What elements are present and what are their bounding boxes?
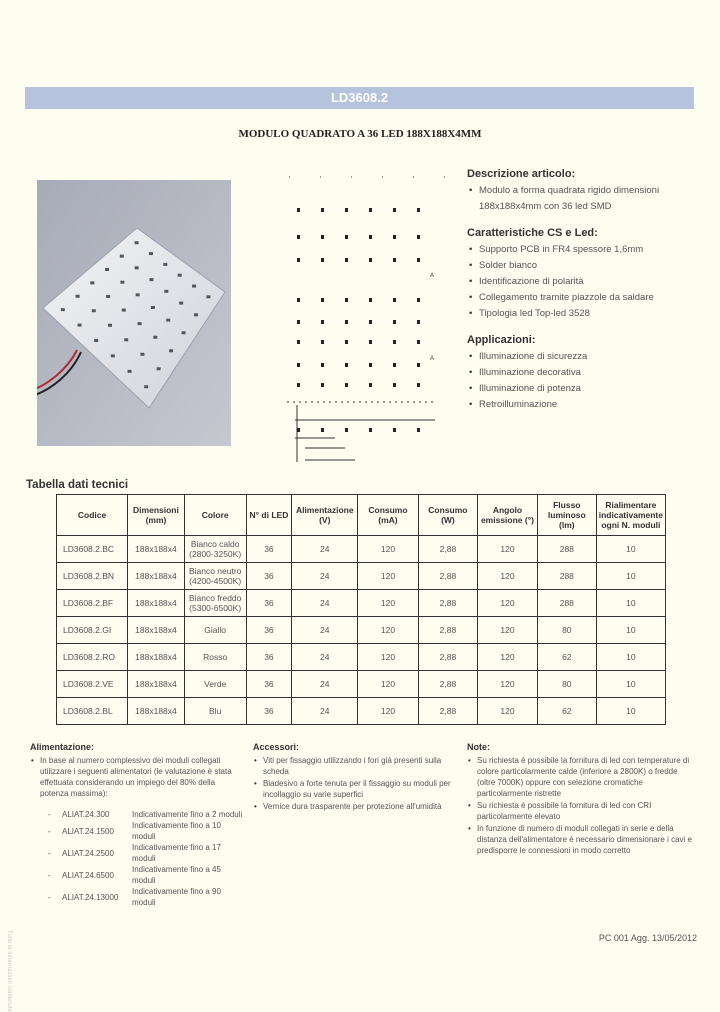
drawing-mark <box>393 235 396 239</box>
drawing-mark <box>417 320 420 324</box>
table-row <box>57 536 666 563</box>
led-mark <box>166 319 170 322</box>
col-header: Angolo emissione (°) <box>478 495 538 536</box>
drawing-mark <box>297 340 300 344</box>
table-cell: 10 <box>596 671 665 698</box>
table-cell: 120 <box>358 671 419 698</box>
table-cell: 10 <box>596 698 665 725</box>
led-mark <box>90 281 94 284</box>
table-title: Tabella dati tecnici <box>26 479 129 491</box>
table-cell: 36 <box>246 536 292 563</box>
col-header: Flusso luminoso (lm) <box>537 495 596 536</box>
spec-table <box>56 494 666 725</box>
led-mark <box>157 367 161 370</box>
note-item: • Su richiesta è possibile la fornitura di led con temperature di colore particolarmente calde (inferiore a 2800K) o fredde (oltre 7000K) oppure con selezione cromatiche particolarmente ristrette <box>477 755 692 799</box>
table-cell: 2,88 <box>418 590 477 617</box>
power-supply-row <box>48 820 245 842</box>
table-cell: 120 <box>358 563 419 590</box>
col-header: Alimentazione (V) <box>292 495 358 536</box>
table-cell: 2,88 <box>418 671 477 698</box>
led-mark <box>135 266 139 269</box>
table-cell: 188x188x4 <box>128 536 185 563</box>
notes-heading: Note: <box>467 742 490 752</box>
table-cell: 188x188x4 <box>128 671 185 698</box>
table-cell: 120 <box>478 671 538 698</box>
table-row <box>57 563 666 590</box>
power-supply-row <box>48 809 245 820</box>
table-cell: 120 <box>358 698 419 725</box>
drawing-mark <box>417 428 420 432</box>
dash: - <box>48 870 51 880</box>
power-notes <box>30 742 245 908</box>
desc-item: • Modulo a forma quadrata rigido dimensioni 188x188x4mm con 36 led SMD <box>479 183 697 215</box>
page-title: MODULO QUADRATO A 36 LED 188X188X4MM <box>238 128 482 140</box>
drawing-mark <box>297 320 300 324</box>
led-mark <box>120 255 124 258</box>
power-supply-row <box>48 886 245 908</box>
drawing-mark <box>417 208 420 212</box>
table-cell: 24 <box>292 671 358 698</box>
drawing-mark <box>345 208 348 212</box>
power-supply-row <box>48 864 245 886</box>
power-supply-desc: Indicativamente fino a 90 moduli <box>132 887 221 907</box>
led-mark <box>106 295 110 298</box>
drawing-mark <box>321 258 324 262</box>
dash: - <box>48 810 51 819</box>
led-mark <box>151 306 155 309</box>
table-cell: 24 <box>292 590 358 617</box>
table-cell: 120 <box>358 617 419 644</box>
table-row <box>57 698 666 725</box>
table-cell: 188x188x4 <box>128 644 185 671</box>
drawing-mark <box>417 340 420 344</box>
table-cell: 10 <box>596 590 665 617</box>
dash: - <box>48 826 51 836</box>
led-mark <box>179 302 183 305</box>
power-supply-code: ALIAT.24.300 <box>62 810 110 819</box>
table-cell: 2,88 <box>418 536 477 563</box>
led-mark <box>149 278 153 281</box>
drawing-mark <box>393 383 396 387</box>
table-cell: 62 <box>537 644 596 671</box>
led-mark <box>77 324 81 327</box>
application-item: • Retroilluminazione <box>479 397 697 413</box>
led-mark <box>92 309 96 312</box>
led-mark <box>128 370 132 373</box>
table-cell: Verde <box>184 671 246 698</box>
technical-drawing <box>285 170 450 470</box>
drawing-mark <box>345 320 348 324</box>
feature-item: • Collegamento tramite piazzole da saldare <box>479 290 697 306</box>
led-mark <box>135 241 139 244</box>
applications-heading: Applicazioni: <box>467 334 536 346</box>
table-cell: Giallo <box>184 617 246 644</box>
table-cell: 2,88 <box>418 698 477 725</box>
table-cell: 24 <box>292 563 358 590</box>
table-cell: 36 <box>246 671 292 698</box>
table-cell: 120 <box>478 644 538 671</box>
led-mark <box>108 324 112 327</box>
drawing-mark <box>417 383 420 387</box>
product-photo <box>37 180 231 446</box>
document-reference: PC 001 Agg. 13/05/2012 <box>598 933 697 943</box>
drawing-mark <box>417 363 420 367</box>
application-item: • Illuminazione di potenza <box>479 381 697 397</box>
power-supply-code: ALIAT.24.2500 <box>62 848 114 858</box>
drawing-mark <box>345 383 348 387</box>
led-mark <box>76 295 80 298</box>
table-cell: LD3608.2.BN <box>57 563 128 590</box>
power-heading: Alimentazione: <box>30 742 95 752</box>
led-mark <box>192 285 196 288</box>
table-row <box>57 671 666 698</box>
table-cell: Bianco freddo (5300-6500K) <box>184 590 246 617</box>
drawing-mark <box>321 363 324 367</box>
drawing-mark <box>369 383 372 387</box>
feature-item: • Supporto PCB in FR4 spessore 1,6mm <box>479 242 697 258</box>
table-cell: 80 <box>537 671 596 698</box>
dash: - <box>48 848 51 858</box>
table-cell: 188x188x4 <box>128 698 185 725</box>
table-cell: 10 <box>596 617 665 644</box>
table-cell: 188x188x4 <box>128 617 185 644</box>
led-mark <box>111 354 115 357</box>
power-supply-desc: Indicativamente fino a 45 moduli <box>132 865 221 885</box>
table-cell: Bianco neutro (4200-4500K) <box>184 563 246 590</box>
table-cell: 24 <box>292 617 358 644</box>
accessories-heading: Accessori: <box>253 742 300 752</box>
table-cell: 36 <box>246 617 292 644</box>
drawing-mark <box>369 363 372 367</box>
table-cell: 10 <box>596 563 665 590</box>
drawing-mark <box>369 320 372 324</box>
led-mark <box>136 293 140 296</box>
accessory-item: • Viti per fissaggio utilizzando i fori già presenti sulla scheda <box>263 755 453 777</box>
table-row <box>57 590 666 617</box>
led-mark <box>149 252 153 255</box>
application-item: • Illuminazione decorativa <box>479 365 697 381</box>
drawing-mark <box>417 235 420 239</box>
power-supply-code: ALIAT.24.6500 <box>62 870 114 880</box>
table-cell: 120 <box>478 536 538 563</box>
general-notes <box>467 742 692 857</box>
table-cell: 120 <box>478 563 538 590</box>
table-cell: 2,88 <box>418 617 477 644</box>
table-cell: 120 <box>358 590 419 617</box>
drawing-mark <box>345 363 348 367</box>
table-cell: 36 <box>246 644 292 671</box>
table-cell: LD3608.2.BL <box>57 698 128 725</box>
drawing-mark <box>369 258 372 262</box>
led-mark <box>194 313 198 316</box>
table-cell: 62 <box>537 698 596 725</box>
table-cell: 80 <box>537 617 596 644</box>
drawing-mark <box>345 258 348 262</box>
table-cell: 288 <box>537 536 596 563</box>
drawing-mark <box>393 428 396 432</box>
drawing-mark <box>321 428 324 432</box>
note-item: • Su richiesta è possibile la fornitura di led con CRI particolarmente elevato <box>477 800 692 822</box>
power-supply-list <box>48 809 245 908</box>
table-cell: 188x188x4 <box>128 563 185 590</box>
table-cell: LD3608.2.BC <box>57 536 128 563</box>
table-cell: 120 <box>358 644 419 671</box>
power-supply-code: ALIAT.24.13000 <box>62 892 119 902</box>
drawing-mark <box>393 298 396 302</box>
table-cell: 10 <box>596 536 665 563</box>
col-header: N° di LED <box>246 495 292 536</box>
table-cell: Blu <box>184 698 246 725</box>
table-cell: 120 <box>478 698 538 725</box>
table-cell: 120 <box>478 617 538 644</box>
led-mark <box>153 336 157 339</box>
drawing-mark <box>297 298 300 302</box>
col-header: Consumo (mA) <box>358 495 419 536</box>
led-mark <box>206 295 210 298</box>
margin-text: Tutte le informazioni contenute <box>6 930 12 1012</box>
table-cell: 120 <box>478 590 538 617</box>
accessory-item: • Biadesivo a forte tenuta per il fissaggio su moduli per incollaggio su varie superfici <box>263 778 453 800</box>
led-mark <box>105 268 109 271</box>
col-header: Codice <box>57 495 128 536</box>
table-row <box>57 617 666 644</box>
drawing-mark <box>321 235 324 239</box>
led-mark <box>140 353 144 356</box>
description-panel <box>467 168 697 425</box>
dash: - <box>48 892 51 902</box>
note-item: • In funzione di numero di moduli collegati in serie e della distanza dell'alimentatore è necessario dimensionare i cavi e predisporre le connessioni in modo corretto <box>477 823 692 856</box>
drawing-mark <box>393 340 396 344</box>
power-supply-desc: Indicativamente fino a 10 moduli <box>132 821 221 841</box>
drawing-label-a: A <box>430 273 435 279</box>
drawing-mark <box>297 363 300 367</box>
drawing-mark <box>369 298 372 302</box>
led-mark <box>178 274 182 277</box>
led-mark <box>144 385 148 388</box>
drawing-mark <box>297 383 300 387</box>
application-item: • Illuminazione di sicurezza <box>479 349 697 365</box>
led-mark <box>61 308 65 311</box>
table-cell: Bianco caldo (2800-3250K) <box>184 536 246 563</box>
drawing-mark <box>393 258 396 262</box>
col-header: Dimensioni (mm) <box>128 495 185 536</box>
drawing-mark <box>369 340 372 344</box>
table-cell: 36 <box>246 590 292 617</box>
drawing-mark <box>369 208 372 212</box>
drawing-mark <box>321 320 324 324</box>
drawing-mark <box>321 298 324 302</box>
drawing-mark <box>393 320 396 324</box>
table-cell: 24 <box>292 644 358 671</box>
led-mark <box>163 263 167 266</box>
drawing-mark <box>297 428 300 432</box>
drawing-mark <box>345 428 348 432</box>
led-mark <box>124 338 128 341</box>
table-cell: 2,88 <box>418 563 477 590</box>
table-cell: 2,88 <box>418 644 477 671</box>
table-cell: LD3608.2.RO <box>57 644 128 671</box>
drawing-mark <box>321 340 324 344</box>
drawing-mark <box>297 235 300 239</box>
table-cell: 24 <box>292 536 358 563</box>
led-mark <box>164 290 168 293</box>
accessory-item: • Vernice dura trasparente per protezione all'umidità <box>263 801 453 812</box>
led-mark <box>169 349 173 352</box>
led-mark <box>120 281 124 284</box>
table-cell: LD3608.2.GI <box>57 617 128 644</box>
led-mark <box>138 322 142 325</box>
table-cell: 10 <box>596 644 665 671</box>
power-item: • In base al numero complessivo dei moduli collegati utilizzare i seguenti alimentatori (le valutazione è stata effettuata considerando un impiego del 80% della potenza massima): <box>40 755 245 799</box>
feature-item: • Tipologia led Top-led 3528 <box>479 306 697 322</box>
drawing-mark <box>345 298 348 302</box>
drawing-mark <box>345 340 348 344</box>
table-cell: LD3608.2.BF <box>57 590 128 617</box>
features-heading: Caratteristiche CS e Led: <box>467 227 598 239</box>
led-mark <box>182 331 186 334</box>
drawing-label-b: A <box>430 356 435 362</box>
col-header: Rialimentare indicativamente ogni N. moduli <box>596 495 665 536</box>
col-header: Consumo (W) <box>418 495 477 536</box>
table-cell: 288 <box>537 590 596 617</box>
col-header: Colore <box>184 495 246 536</box>
table-cell: LD3608.2.VE <box>57 671 128 698</box>
led-mark <box>122 309 126 312</box>
table-cell: 36 <box>246 563 292 590</box>
drawing-mark <box>321 208 324 212</box>
power-supply-desc: Indicativamente fino a 2 moduli <box>132 810 243 819</box>
drawing-mark <box>417 258 420 262</box>
drawing-mark <box>345 235 348 239</box>
drawing-mark <box>297 208 300 212</box>
table-cell: 24 <box>292 698 358 725</box>
drawing-mark <box>297 258 300 262</box>
power-supply-desc: Indicativamente fino a 17 moduli <box>132 843 221 863</box>
table-cell: 188x188x4 <box>128 590 185 617</box>
table-row <box>57 644 666 671</box>
table-cell: 120 <box>358 536 419 563</box>
drawing-mark <box>393 208 396 212</box>
drawing-mark <box>369 235 372 239</box>
drawing-mark <box>417 298 420 302</box>
header-banner: LD3608.2 <box>25 87 694 109</box>
drawing-mark <box>321 383 324 387</box>
power-supply-row <box>48 842 245 864</box>
power-supply-code: ALIAT.24.1500 <box>62 826 114 836</box>
table-header-row <box>57 495 666 536</box>
table-cell: 36 <box>246 698 292 725</box>
accessories-notes <box>253 742 453 813</box>
drawing-mark <box>369 428 372 432</box>
desc-heading: Descrizione articolo: <box>467 168 576 180</box>
table-cell: Rosso <box>184 644 246 671</box>
led-mark <box>94 339 98 342</box>
drawing-mark <box>393 363 396 367</box>
table-cell: 288 <box>537 563 596 590</box>
feature-item: • Solder bianco <box>479 258 697 274</box>
feature-item: • Identificazione di polarità <box>479 274 697 290</box>
